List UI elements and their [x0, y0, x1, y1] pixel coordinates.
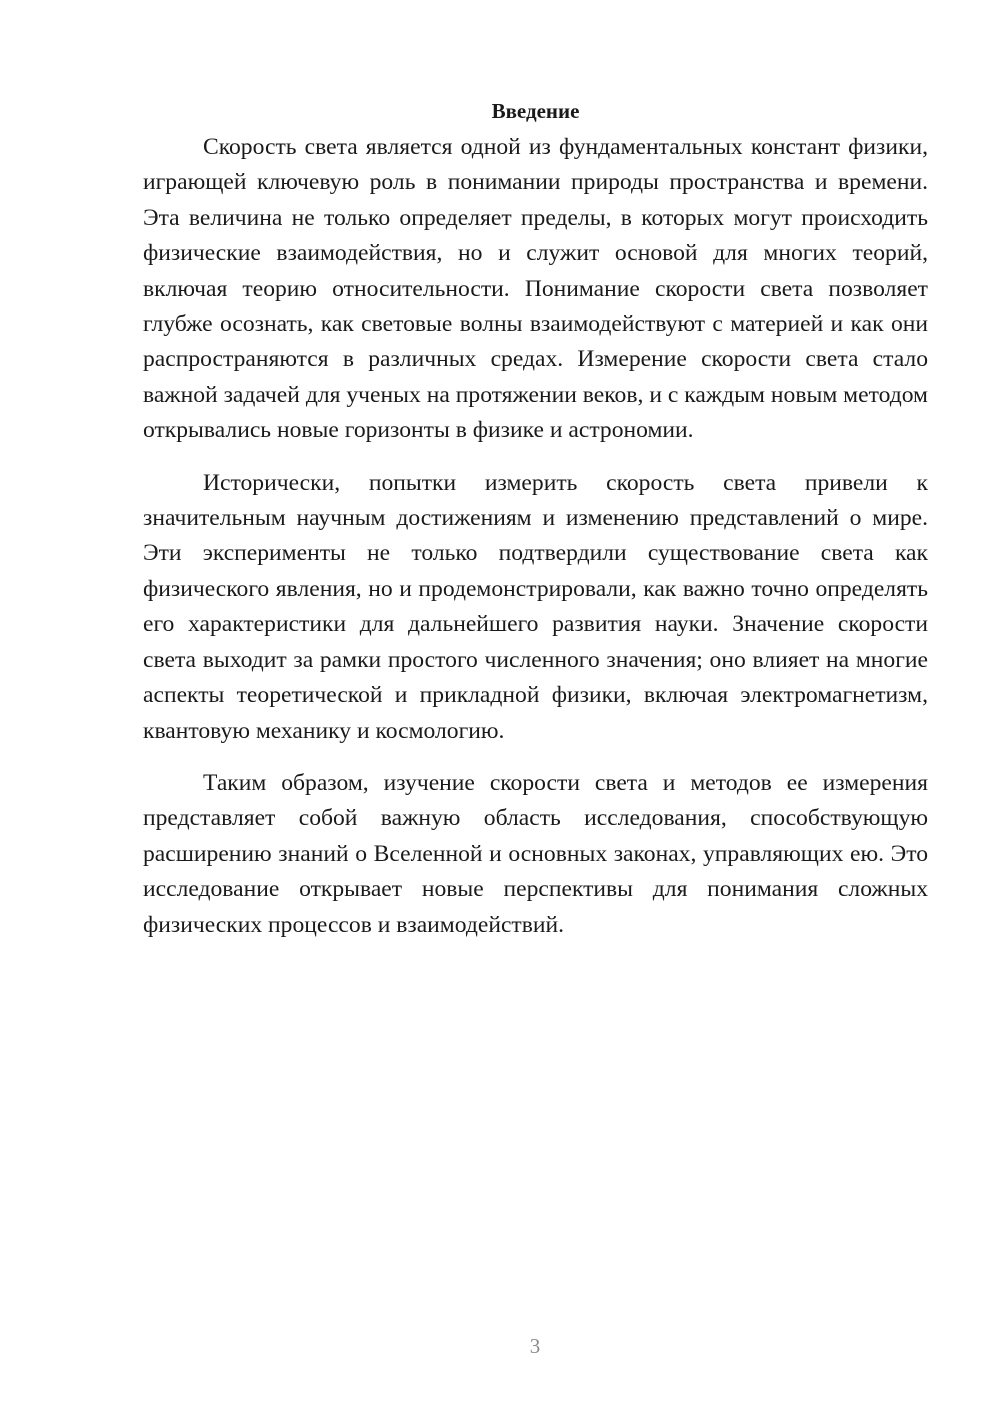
paragraph-1: Скорость света является одной из фундаментальных констант физики, играющей ключевую роль в понимании природы пространства и времени. Эта величина не только определяет пределы, в которых могут происходить физические взаимодействия, но и служит основой для многих теорий, включая теорию относительности. Понимание скорости света позволяет глубже осознать, как световые волны взаимодействуют с материей и как они распространяются в различных средах. Измерение скорости света стало важной задачей для ученых на протяжении веков, и с каждым новым методом открывались новые горизонты в физике и астрономии. [143, 134, 928, 444]
paragraph-3: Таким образом, изучение скорости света и методов ее измерения представляет собой важную область исследования, способствующую расширению знаний о Вселенной и основных законах, управляющих ею. Это исследование открывает новые перспективы для понимания сложных физических процессов и взаимодействий. [143, 769, 928, 938]
paragraph-2: Исторически, попытки измерить скорость света привели к значительным научным достижениям и изменению представлений о мире. Эти эксперименты не только подтвердили существование света как физического явления, но и продемонстрировали, как важно точно определять его характеристики для дальнейшего развития науки. Значение скорости света выходит за рамки простого численного значения; оно влияет на многие аспекты теоретической и прикладной физики, включая электромагнетизм, квантовую механику и космологию. [143, 469, 928, 744]
page-number: 3 [529, 1334, 541, 1358]
section-heading: Введение [491, 99, 580, 123]
page-content [143, 96, 928, 960]
